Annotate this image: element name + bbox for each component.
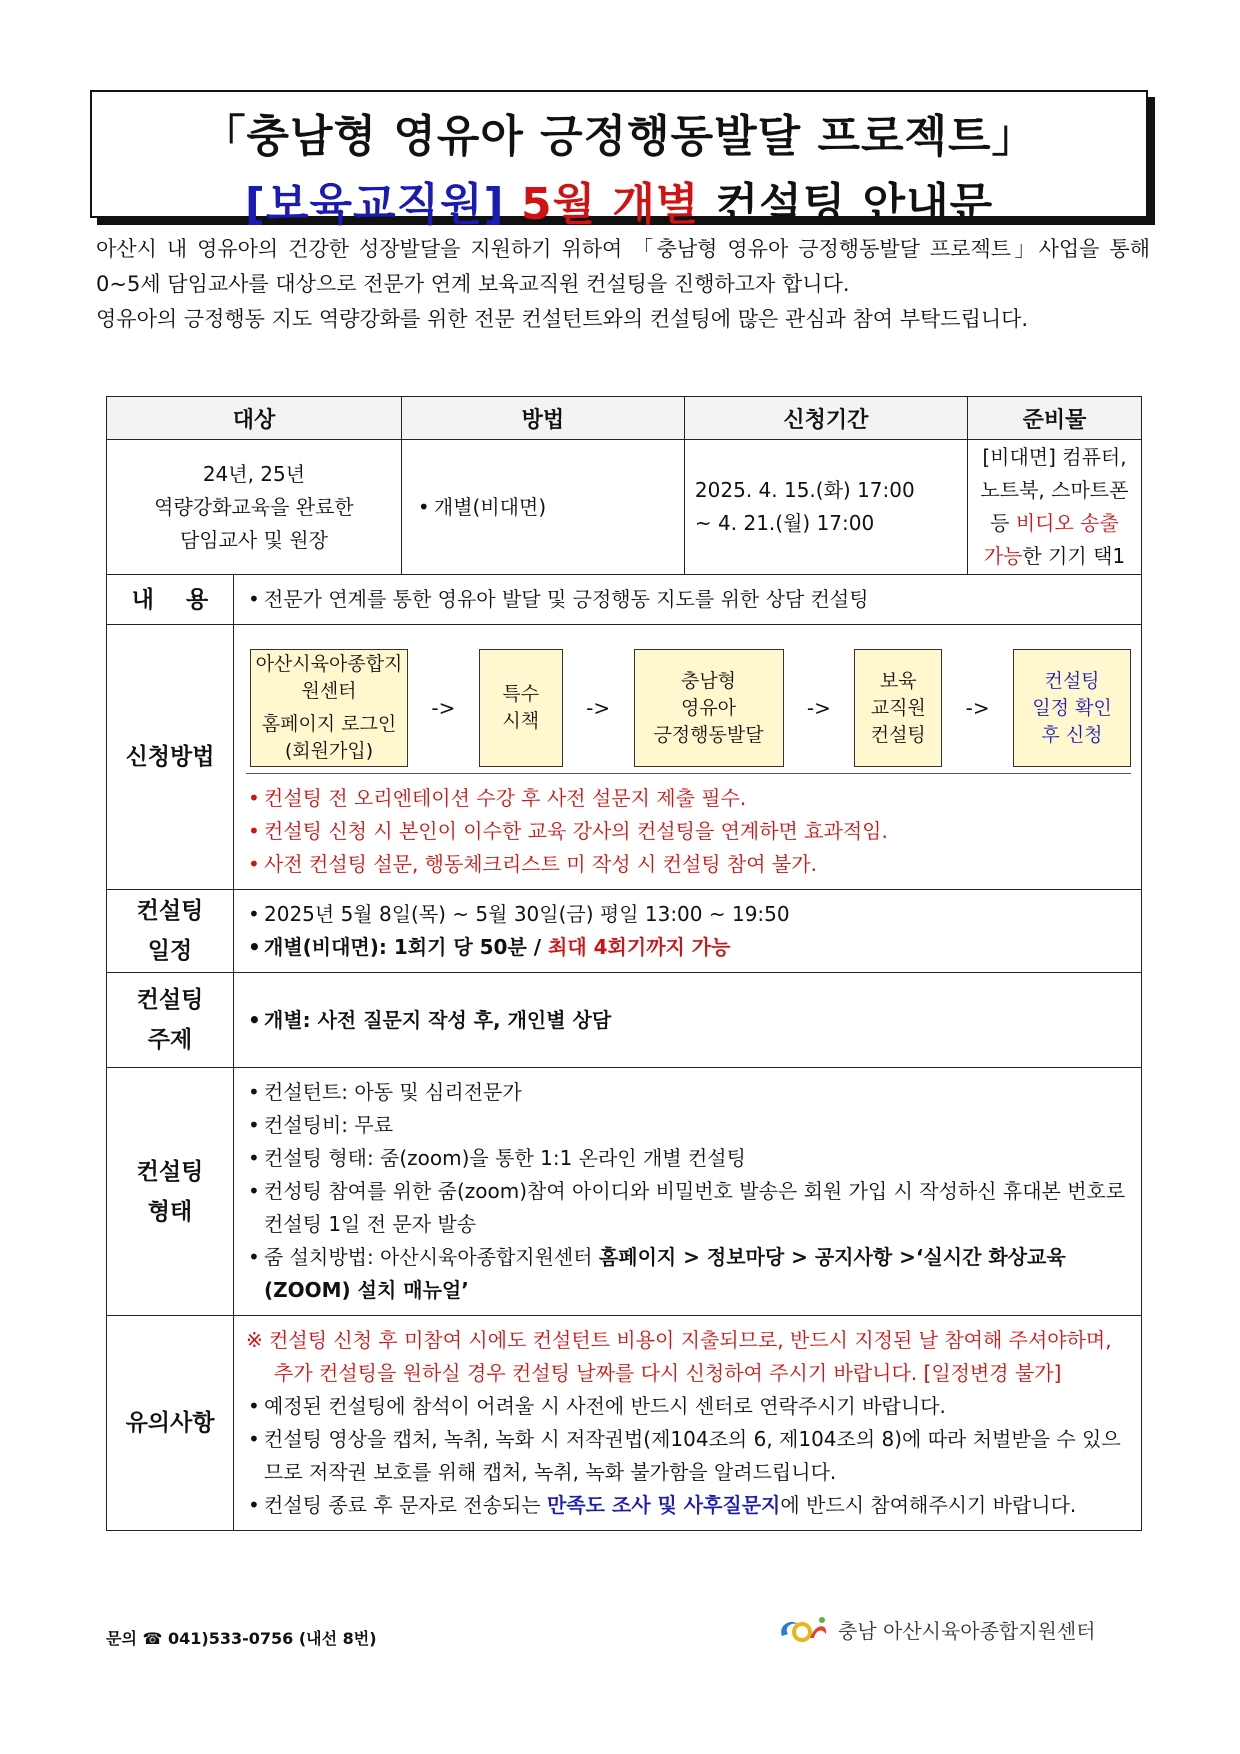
format-cell (234, 1068, 1142, 1316)
format-item-zoom (246, 1241, 1131, 1307)
flow-arrow-2: -> (586, 695, 611, 720)
step-5-line-1: 컨설팅 (1044, 669, 1100, 692)
format-label-1: 컨설팅 (136, 1158, 204, 1185)
caution-item-3 (246, 1489, 1131, 1522)
schedule-session-a: 개별(비대면): 1회기 당 50분 / (264, 935, 549, 959)
header-target: 대상 (107, 397, 402, 440)
consulting-table (106, 396, 1142, 1531)
schedule-row (107, 890, 1142, 973)
apply-row (107, 625, 1142, 890)
contact-info: 문의 ☎ 041)533-0756 (내선 8번) (106, 1629, 377, 1648)
content-label: 내 용 (107, 575, 234, 625)
step-3-line-3: 긍정행동발달 (653, 723, 764, 746)
schedule-label (107, 890, 234, 973)
step-2-line-2: 시책 (502, 710, 540, 732)
period-line-1: 2025. 4. 15.(화) 17:00 (694, 478, 915, 502)
topic-label-1: 컨설팅 (136, 987, 204, 1013)
format-item-2: • 컨설팅비: 무료 (246, 1109, 1131, 1142)
header-method: 방법 (401, 397, 684, 440)
caution-cell (234, 1316, 1142, 1531)
format-item-3: • 컨설팅 형태: 줌(zoom)을 통한 1:1 온라인 개별 컨설팅 (246, 1142, 1131, 1175)
topic-cell (234, 973, 1142, 1068)
prep-line-3a: 등 (990, 511, 1016, 535)
header-period: 신청기간 (684, 397, 967, 440)
step-1-line-3: 홈페이지 로그인 (261, 713, 397, 735)
format-label-2: 형태 (147, 1198, 193, 1225)
apply-note-3: • 사전 컨설팅 설문, 행동체크리스트 미 작성 시 컨설팅 참여 불가. (246, 848, 1131, 881)
step-staff-consulting (854, 649, 942, 767)
caution-row (107, 1316, 1142, 1531)
prep-line-4 (969, 540, 1140, 573)
content-text: • 전문가 연계를 통한 영유아 발달 및 긍정행동 지도를 위한 상담 컨설팅 (246, 583, 1131, 616)
prep-line-4a: 가능 (983, 544, 1023, 568)
schedule-session (246, 931, 1131, 964)
org-footer (776, 1612, 1096, 1646)
schedule-dates: • 2025년 5월 8일(목) ~ 5월 30일(금) 평일 13:00 ~ 19:50 (246, 898, 1131, 931)
step-4-line-2: 교직원 (870, 696, 926, 719)
header-row (107, 397, 1142, 440)
step-login (250, 649, 408, 767)
apply-notes (246, 782, 1131, 881)
prep-line-1: [비대면] 컴퓨터, (982, 445, 1127, 469)
schedule-cell (234, 890, 1142, 973)
step-1-line-1: 아산시육아종합지 (255, 653, 403, 675)
step-2-line-1: 특수 (502, 683, 540, 705)
caution-item-2: • 컨설팅 영상을 캡처, 녹취, 녹화 시 저작권법(제104조의 6, 제104조의 8)에 따라 처벌받을 수 있으므로 저작권 보호를 위해 캡처, 녹취, 녹화 불가함을 알려드립니다. (246, 1423, 1131, 1489)
apply-flow (246, 643, 1131, 774)
step-special-policy (479, 649, 563, 767)
title-line-1: 「충남형 영유아 긍정행동발달 프로젝트」 (201, 111, 1037, 162)
format-row (107, 1068, 1142, 1316)
step-1-line-4: (회원가입) (284, 740, 374, 762)
prep-line-4b: 한 기기 택1 (1022, 544, 1126, 568)
format-label (107, 1068, 234, 1316)
flow-arrow-4: -> (965, 695, 990, 720)
caution-warning: ※ 컨설팅 신청 후 미참여 시에도 컨설턴트 비용이 지출되므로, 반드시 지정된 날 참여해 주셔야하며, 추가 컨설팅을 원하실 경우 컨설팅 날짜를 다시 신청하여 주시기 바랍니다. [일정변경 불가] (246, 1328, 1112, 1385)
apply-note-1: • 컨설팅 전 오리엔테이션 수강 후 사전 설문지 제출 필수. (246, 782, 1131, 815)
format-item-1: • 컨설턴트: 아동 및 심리전문가 (246, 1076, 1131, 1109)
format-item-4: • 컨성팅 참여를 위한 줌(zoom)참여 아이디와 비밀번호 발송은 회원 가입 시 작성하신 휴대본 번호로 컨설팅 1일 전 문자 발송 (246, 1175, 1131, 1241)
caution-item-1: • 예정된 컨설팅에 참석이 어려울 시 사전에 반드시 센터로 연락주시기 바랍니다. (246, 1390, 1131, 1423)
step-5-line-3: 후 신청 (1041, 723, 1103, 746)
content-cell (234, 575, 1142, 625)
format-zoom-a: 줌 설치방법: 아산시육아종합지원센터 (264, 1245, 599, 1269)
info-row (107, 440, 1142, 575)
schedule-label-2: 일정 (147, 938, 193, 964)
target-line-1: 24년, 25년 (202, 461, 306, 486)
period-cell (684, 440, 967, 575)
prep-line-3 (969, 507, 1140, 540)
step-project (634, 649, 784, 767)
apply-label: 신청방법 (107, 625, 234, 890)
target-line-3: 담임교사 및 원장 (179, 527, 328, 552)
header-prep: 준비물 (967, 397, 1141, 440)
caution-item-3a: 컨설팅 종료 후 문자로 전송되는 (264, 1493, 547, 1517)
flow-arrow-3: -> (806, 695, 831, 720)
title-suffix: 컨설팅 안내문 (715, 179, 994, 230)
step-4-line-1: 보육 (879, 669, 917, 692)
apply-cell (234, 625, 1142, 890)
step-5-line-2: 일정 확인 (1032, 696, 1112, 719)
prep-line-3b: 비디오 송출 (1015, 511, 1119, 535)
caution-item-3c: 에 반드시 참여해주시기 바랍니다. (780, 1493, 1077, 1517)
format-zoom-b: 홈페이지 > 정보마당 > 공지사항 >‘실시간 화상교육(ZOOM) 설치 매뉴얼’ (264, 1245, 1066, 1302)
org-name: 충남 아산시육아종합지원센터 (838, 1618, 1096, 1643)
period-line-2: ~ 4. 21.(월) 17:00 (694, 511, 875, 535)
prep-cell (967, 440, 1141, 575)
intro-text (96, 232, 1150, 337)
intro-paragraph-1: 아산시 내 영유아의 건강한 성장발달을 지원하기 위하여 「충남형 영유아 긍정행동발달 프로젝트」사업을 통해 0~5세 담임교사를 대상으로 전문가 연계 보육교직원 컨설팅을 진행하고자 합니다. (96, 237, 1150, 296)
intro-paragraph-2: 영유아의 긍정행동 지도 역량강화를 위한 전문 컨설턴트와의 컨설팅에 많은 관심과 참여 부탁드립니다. (96, 307, 1029, 331)
caution-item-3b: 만족도 조사 및 사후질문지 (546, 1493, 781, 1517)
method-cell (401, 440, 684, 575)
target-line-2: 역량강화교육을 완료한 (154, 494, 354, 519)
prep-line-2: 노트북, 스마트폰 (980, 478, 1129, 502)
content-row (107, 575, 1142, 625)
schedule-label-1: 컨설팅 (136, 898, 204, 924)
topic-text: • 개별: 사전 질문지 작성 후, 개인별 상담 (246, 1004, 1131, 1037)
apply-note-2: • 컨설팅 신청 시 본인이 이수한 교육 강사의 컨설팅을 연계하면 효과적임. (246, 815, 1131, 848)
method-text: • 개별(비대면) (416, 491, 683, 524)
schedule-session-b: 최대 4회기까지 가능 (548, 935, 731, 959)
caution-label: 유의사항 (107, 1316, 234, 1531)
step-4-line-3: 컨설팅 (870, 723, 926, 746)
org-logo-icon (776, 1612, 832, 1646)
title-target: [보육교직원] (244, 179, 505, 230)
title-box (90, 90, 1148, 230)
step-1-line-2: 원센터 (301, 680, 357, 702)
topic-label-2: 주제 (147, 1027, 193, 1053)
target-cell (107, 440, 402, 575)
step-3-line-2: 영유아 (680, 696, 737, 719)
topic-label (107, 973, 234, 1068)
step-schedule-apply (1013, 649, 1131, 767)
title-line-2 (92, 168, 1146, 232)
title-month: 5월 개별 (520, 179, 700, 230)
topic-row (107, 973, 1142, 1068)
flow-arrow-1: -> (431, 695, 456, 720)
step-3-line-1: 충남형 (680, 669, 737, 692)
